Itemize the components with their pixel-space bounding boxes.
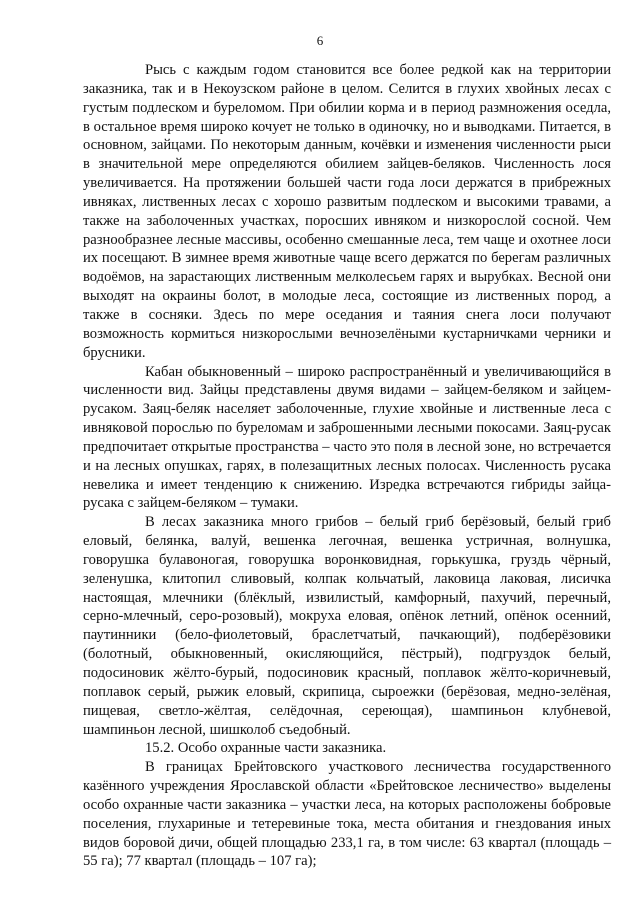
document-body	[83, 61, 611, 871]
paragraph-lynx-moose: Рысь с каждым годом становится все более редкой как на территории заказника, так и в Некоузском районе в целом. Селится в глухих хвойных лесах с густым подлеском и буреломом. При обилии корма и в период размножения оседла, в остальное время широко кочует не только в одиночку, но и выводками. Питается, в основном, зайцами. По некоторым данным, кочёвки и изменения численности рыси в значительной мере определяются обилием зайцев-беляков. Численность лося увеличивается. На протяжении большей части года лоси держатся в прибрежных ивняках, лиственных лесах с хорошо развитым подлеском и высокими травами, а также на заболоченных участках, поросших ивняком и низкорослой сосной. Чем разнообразнее лесные массивы, особенно смешанные леса, тем чаще и охотнее лоси их посещают. В зимнее время животные чаще всего держатся по берегам различных водоёмов, на зарастающих лиственным мелколесьем гарях и вырубках. Весной они выходят на окраины болот, в молодые леса, состоящие из лиственных пород, а также в сосняки. Здесь по мере оседания и таяния снега лоси получают возможность кормиться низкорослыми вечнозелёными кустарничками черники и брусники.	[83, 62, 611, 361]
paragraph-boar-hares: Кабан обыкновенный – широко распространённый и увеличивающийся в численности вид. Зайцы представлены двумя видами – зайцем-беляком и зайцем-русаком. Заяц-беляк населяет заболоченные, глухие хвойные и лиственные леса с ивняковой порослью по буреломам и заброшенными лесными покосами. Заяц-русак предпочитает открытые пространства – часто это поля в лесной зоне, но встречается и на лесных опушках, гарях, в полезащитных лесных полосах. Численность русака невелика и имеет тенденцию к снижению. Изредка встречаются гибриды зайца-русака с зайцем-беляком – тумаки.	[83, 363, 611, 512]
paragraph-mushrooms: В лесах заказника много грибов – белый гриб берёзовый, белый гриб еловый, белянка, валуй, вешенка легочная, вешенка устричная, волнушка, говорушка булавоногая, говорушка воронковидная, горькушка, груздь чёрный, зеленушка, клитопил сливовый, колпак кольчатый, лаковица лаковая, лисичка настоящая, млечники (блёклый, извилистый, камфорный, пахучий, перечный, серно-млечный, серо-розовый), мокруха еловая, опёнок летний, опёнок осенний, паутинники (бело-фиолетовый, браслетчатый, пачкающий), подберёзовики (болотный, обыкновенный, окисляющийся, пёстрый), подгруздок белый, подосиновик жёлто-бурый, подосиновик красный, поплавок жёлто-коричневый, поплавок серый, рыжик еловый, скрипица, сыроежки (берёзовая, медно-зелёная, пищевая, светло-жёлтая, селёдочная, сереющая), шампиньон клубневой, шампиньон лесной, шишколоб съедобный.	[83, 514, 611, 738]
section-heading-15-2: 15.2. Особо охранные части заказника.	[145, 740, 387, 757]
paragraph-protected-parts: В границах Брейтовского участкового лесничества государственного казённого учреждения Ярославской области «Брейтовское лесничество» выделены особо охранные части заказника – участки леса, на которых расположены бобровые поселения, глухариные и тетеревиные тока, места обитания и гнездования иных видов боровой дичи, общей площадью 233,1 га, в том числе: 63 квартал (площадь – 55 га); 77 квартал (площадь – 107 га);	[83, 759, 611, 870]
page-number: 6	[316, 33, 324, 48]
